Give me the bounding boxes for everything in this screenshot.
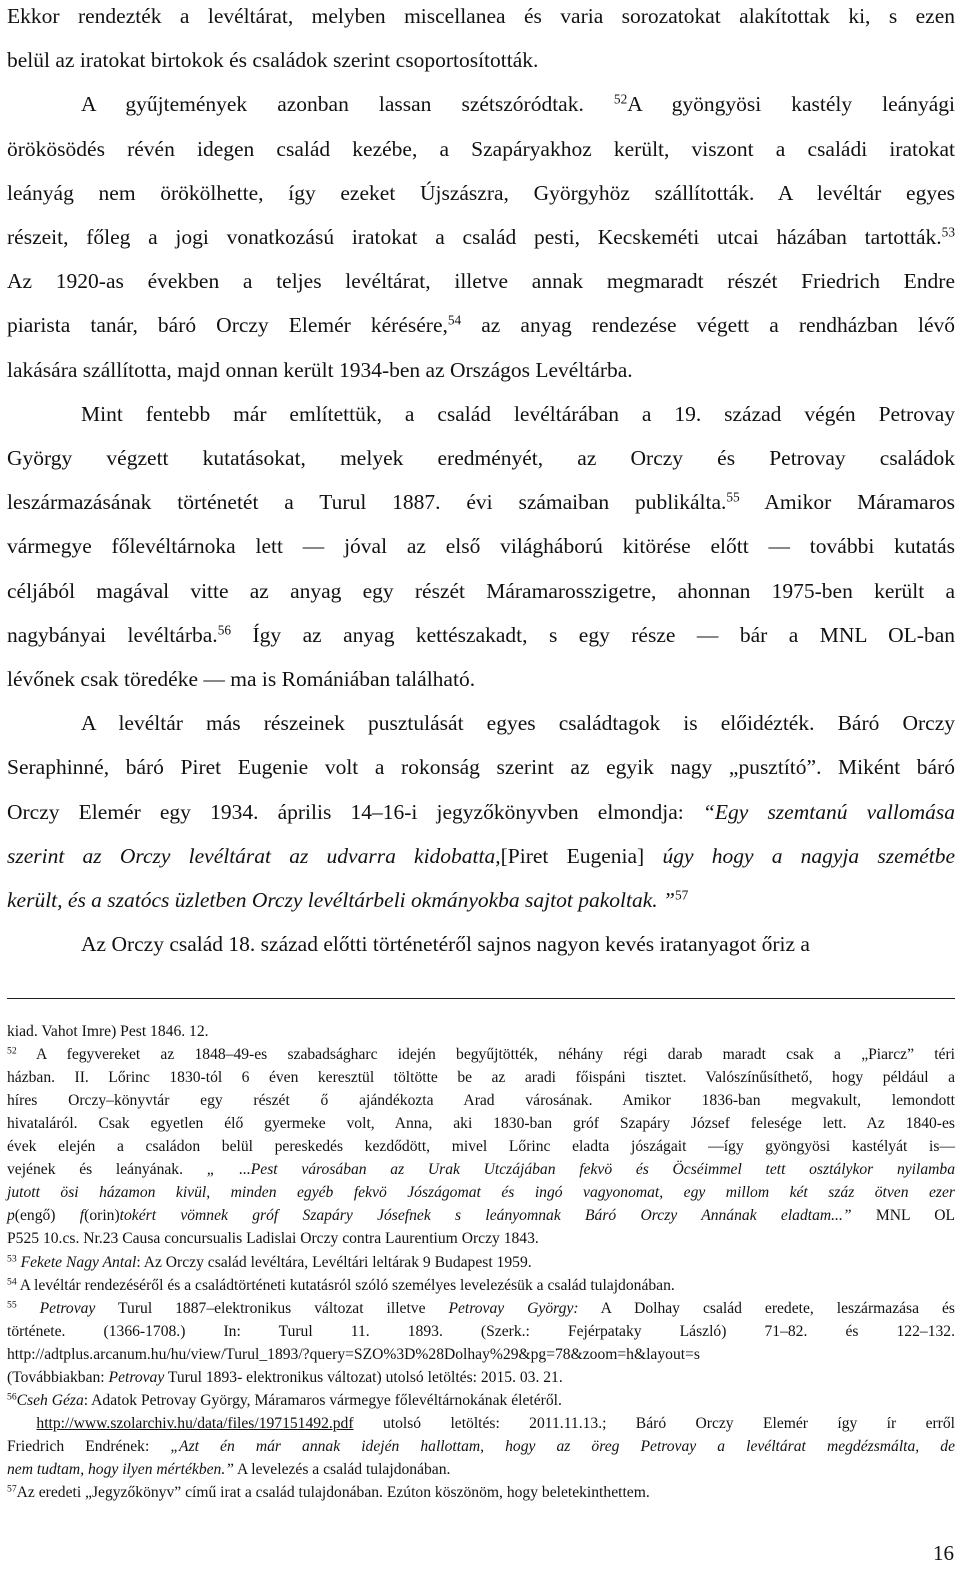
body-line: lévőnek csak töredéke — ma is Romániában található. xyxy=(7,667,476,691)
body-line: Az Orczy család 18. század előtti történetéről sajnos nagyon kevés iratanyagot őriz a xyxy=(81,932,810,957)
body-line: Orczy Elemér egy 1934. április 14–16-i jegyzőkönyvben elmondja: “Egy szemtanú vallomása xyxy=(7,799,955,824)
body-line: örökösödés révén idegen család kezébe, a Szapáryakhoz került, viszont a családi iratokat xyxy=(7,136,955,161)
footnote-line: évek elején a családon belül pereskedés kezdődött, mivel Lőrinc eladta jószágait —így gyöngyösi kastélyát is— xyxy=(7,1138,955,1156)
footnote-line: $^{56}$Cseh Géza: Adatok Petrovay György, Máramaros vármegye főlevéltárnokának életéről. xyxy=(7,1391,562,1409)
footnote-line: jutott ösi házamon kivül, minden egyéb fekvö Jószágomat és ingó vagyonomat, egy millom két száz ötven ezer xyxy=(7,1184,955,1202)
footnote-line: vejének és leányának. „ ...Pest városában az Urak Utczájában fekvö és Öcséimmel tett osztálykor nyilamba xyxy=(7,1161,955,1179)
body-line: A levéltár más részeinek pusztulását egyes családtagok is előidézték. Báró Orczy xyxy=(81,711,955,736)
body-line: leányág nem örökölhette, így ezeket Újszászra, Györgyhöz szállították. A levéltár egyes xyxy=(7,180,955,205)
footnote-line: p(engő) f(orin)tokért vömnek gróf Szapáry Jósefnek s leányomnak Báró Orczy Annának eladtam...” MNL OL xyxy=(7,1207,955,1225)
body-line: részeit, főleg a jogi vonatkozású iratokat a család pesti, Kecskeméti utcai házában tartották.$^{53}$ xyxy=(7,224,955,249)
body-line: Mint fentebb már említettük, a család levéltárában a 19. század végén Petrovay xyxy=(81,401,955,426)
footnote-line: házban. II. Lőrinc 1830-tól 6 éven keresztül töltötte be az aradi főispáni tisztet. Valószínűsíthető, hogy például a xyxy=(7,1069,955,1087)
footnote-line: nem tudtam, hogy ilyen mértékben.” A levelezés a család tulajdonában. xyxy=(7,1460,451,1478)
footnote-line: P525 10.cs. Nr.23 Causa concursualis Ladislai Orczy contra Laurentium Orczy 1843. xyxy=(7,1230,539,1248)
footnote-line: $^{57}$Az eredeti „Jegyzőkönyv” című irat a család tulajdonában. Ezúton köszönöm, hogy beletekinthettem. xyxy=(7,1483,650,1501)
footnote-line: története. (1366-1708.) In: Turul 11. 1893. (Szerk.: Fejérpataky László) 71–82. és 122–132. xyxy=(7,1322,955,1340)
footnote-line: Friedrich Endrének: „Azt én már annak idején hallottam, hogy az öreg Petrovay a levéltárat megdézsmálta, de xyxy=(7,1437,955,1455)
body-line: lakására szállította, majd onnan került 1934-ben az Országos Levéltárba. xyxy=(7,357,633,382)
footnote-separator xyxy=(7,998,955,999)
body-line: A gyűjtemények azonban lassan szétszóródtak. $^{52}$A gyöngyösi kastély leányági xyxy=(81,92,956,117)
body-line: Az 1920-as években a teljes levéltárat, illetve annak megmaradt részét Friedrich Endre xyxy=(7,269,955,294)
body-line: leszármazásának történetét a Turul 1887. évi számaiban publikálta.$^{55}$ Amikor Máramaros xyxy=(7,489,955,515)
body-line: Seraphinné, báró Piret Eugenie volt a rokonság szerint az egyik nagy „pusztító”. Miként báró xyxy=(7,755,955,780)
footnote-line: $^{52}$ A fegyvereket az 1848–49-es szabadságharc idején begyűjtötték, néhány régi darab maradt csak a „Piarcz” téri xyxy=(7,1045,955,1064)
footnote-line: $^{53}$ Fekete Nagy Antal: Az Orczy család levéltára, Levéltári leltárak 9 Budapest 1959. xyxy=(7,1253,532,1271)
footnote-line: http://adtplus.arcanum.hu/hu/view/Turul_1893/?query=SZO%3D%28Dolhay%29&pg=78&zoom=h&layout=s xyxy=(7,1345,700,1363)
footnote-line: (Továbbiakban: Petrovay Turul 1893- elektronikus változat) utolsó letöltés: 2015. 03. 21. xyxy=(7,1368,563,1386)
footnote-line: $^{55}$ Petrovay Turul 1887–elektronikus változat illetve Petrovay György: A Dolhay család eredete, leszármazása és xyxy=(7,1299,956,1317)
body-line: piarista tanár, báró Orczy Elemér kérésére,$^{54}$ az anyag rendezése végett a rendházban lévő xyxy=(7,313,955,338)
body-line: vármegye főlevéltárnoka lett — jóval az első világháború kitörése előtt — további kutatás xyxy=(7,534,955,559)
body-line: nagybányai levéltárba.$^{56}$ Így az anyag kettészakadt, s egy része — bár a MNL OL-ban xyxy=(7,622,956,647)
body-line: belül az iratokat birtokok és családok szerint csoportosították. xyxy=(7,48,539,73)
body-line: került, és a szatócs üzletben Orczy levéltárbeli okmányokba sajtot pakoltak. ”$^{57}$ xyxy=(7,887,689,912)
footnote-line: http://www.szolarchiv.hu/data/files/197151492.pdf utolsó letöltés: 2011.11.13.; Báró Orczy Elemér így ír erről xyxy=(36,1414,956,1432)
page-number: 16 xyxy=(933,1541,954,1565)
footnote-line: kiad. Vahot Imre) Pest 1846. 12. xyxy=(7,1023,209,1040)
url-link[interactable]: http://www.szolarchiv.hu/data/files/197151492.pdf xyxy=(36,1414,354,1432)
body-line: szerint az Orczy levéltárat az udvarra kidobatta,[Piret Eugenia] úgy hogy a nagyja szemétbe xyxy=(7,843,955,868)
footnote-line: híres Orczy–könyvtár egy részét ő ajándékozta Arad városának. Amikor 1836-ban megvakult, lemondott xyxy=(7,1092,955,1110)
footnote-line: $^{54}$ A levéltár rendezéséről és a családtörténeti kutatásról szóló személyes levelezésük a család tulajdonában. xyxy=(7,1276,675,1294)
body-line: céljából magával vitte az anyag egy részét Máramarosszigetre, ahonnan 1975-ben került a xyxy=(7,578,955,603)
body-line: György végzett kutatásokat, melyek eredményét, az Orczy és Petrovay családok xyxy=(7,446,955,470)
footnote-line: hivataláról. Csak egyetlen élő gyermeke volt, Anna, aki 1830-ban gróf Szapáry József felesége lett. Az 1840-es xyxy=(7,1115,955,1133)
body-line: Ekkor rendezték a levéltárat, melyben miscellanea és varia sorozatokat alakítottak ki, s ezen xyxy=(7,4,955,28)
